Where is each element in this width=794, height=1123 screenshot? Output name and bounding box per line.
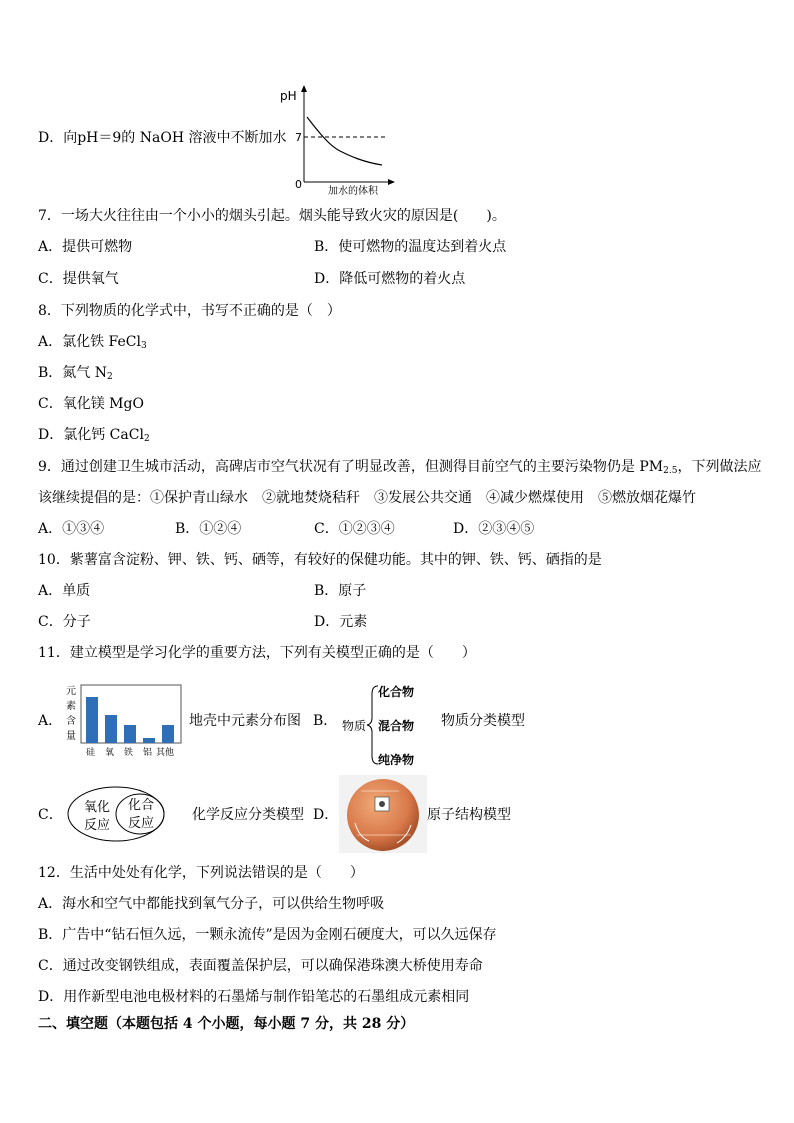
q10-option-c: C．分子 <box>38 614 91 630</box>
q11-option-d-caption: 原子结构模型 <box>427 807 511 823</box>
bar-iron <box>124 725 136 743</box>
chart-cat-iron: 铁 <box>124 748 134 758</box>
q11-option-a-label: A． <box>38 713 63 729</box>
q7-option-a: A．提供可燃物 <box>38 239 133 255</box>
graph-origin: 0 <box>295 178 302 191</box>
q12-option-d: D．用作新型电池电极材料的石墨烯与制作铅笔芯的石墨组成元素相同 <box>38 989 470 1005</box>
bar-aluminum <box>143 738 155 743</box>
section-2-heading: 二、填空题（本题包括 4 个小题，每小题 7 分，共 28 分） <box>38 1016 415 1032</box>
bar-silicon <box>86 697 98 743</box>
bar-oxygen <box>105 715 117 743</box>
q9-stem-sub: 2.5 <box>663 466 678 476</box>
q8-option-b-text: B．氮气 N <box>38 365 107 381</box>
q9-option-c: C．①②③④ <box>314 521 395 537</box>
q12-option-c: C．通过改变钢铁组成，表面覆盖保护层，可以确保港珠澳大桥使用寿命 <box>38 958 483 974</box>
graph-y-arrow <box>301 85 307 92</box>
q11-atom-model-image <box>339 775 427 853</box>
diagram-brace <box>367 686 378 764</box>
atom-nucleus <box>379 801 385 807</box>
chart-ylabel-2: 素 <box>66 701 76 712</box>
q11-reaction-venn <box>66 785 166 843</box>
q8-option-b <box>38 364 113 382</box>
q8-option-a <box>38 333 147 351</box>
q11-option-c-label: C． <box>38 807 63 823</box>
q6-ph-graph <box>278 84 398 200</box>
q9-stem-tail: ，下列做法应 <box>677 459 762 475</box>
chart-cat-others: 其他 <box>156 748 175 758</box>
q8-option-a-sub: 3 <box>140 341 147 351</box>
diagram-item-3: 纯净物 <box>378 753 415 767</box>
q10-option-b: B．原子 <box>314 583 367 599</box>
q8-option-d <box>38 426 150 444</box>
chart-ylabel-1: 元 <box>66 686 76 697</box>
q11-option-b-label: B． <box>313 713 338 729</box>
q9-line2: 该继续提倡的是：①保护青山绿水 ②就地焚烧秸秆 ③发展公共交通 ④减少燃煤使用 ⑤燃放烟花爆竹 <box>38 490 696 506</box>
graph-ph-curve <box>307 117 382 165</box>
chart-ylabel-3: 含 <box>66 716 76 727</box>
chart-cat-oxygen: 氧 <box>105 748 115 758</box>
graph-y-tick-7: 7 <box>295 131 302 144</box>
q6-option-d: D．向pH＝9的 NaOH 溶液中不断加水 <box>38 130 287 146</box>
q8-option-b-sub: 2 <box>107 372 113 382</box>
q11-option-c-caption: 化学反应分类模型 <box>192 807 304 823</box>
venn-left-2: 反应 <box>84 818 111 833</box>
q8-option-c: C．氧化镁 MgO <box>38 396 144 412</box>
q9-option-d: D．②③④⑤ <box>453 521 535 537</box>
q9-option-a: A．①③④ <box>38 521 105 537</box>
graph-y-label: pH <box>280 89 297 103</box>
graph-x-label: 加水的体积 <box>328 186 378 197</box>
q9-option-b: B．①②④ <box>175 521 242 537</box>
q10-option-a: A．单质 <box>38 583 91 599</box>
q12-option-a: A．海水和空气中都能找到氧气分子，可以供给生物呼吸 <box>38 896 385 912</box>
chart-cat-aluminum: 铝 <box>143 748 153 758</box>
diagram-item-1: 化合物 <box>378 685 415 699</box>
q7-option-b: B．使可燃物的温度达到着火点 <box>314 239 507 255</box>
q8-option-a-text: A．氯化铁 FeCl <box>38 334 141 350</box>
q12-stem: 12．生活中处处有化学，下列说法错误的是（ ） <box>38 865 364 881</box>
q12-option-b: B．广告中“钻石恒久远，一颗永流传”是因为金刚石硬度大，可以久远保存 <box>38 927 497 943</box>
q11-option-d-label: D． <box>313 807 339 823</box>
q11-stem: 11．建立模型是学习化学的重要方法，下列有关模型正确的是（ ） <box>38 645 476 661</box>
venn-right-1: 化合 <box>128 798 155 813</box>
q11-option-b-caption: 物质分类模型 <box>441 713 525 729</box>
bar-others <box>162 725 174 743</box>
q10-option-d: D．元素 <box>314 614 368 630</box>
chart-ylabel-4: 量 <box>66 731 76 742</box>
q9-stem-text: 9．通过创建卫生城市活动，高碑店市空气状况有了明显改善，但测得目前空气的主要污染物仍是 PM <box>38 459 664 475</box>
q11-classification-diagram <box>340 682 430 768</box>
q8-option-d-text: D．氯化钙 CaCl <box>38 427 144 443</box>
q8-stem: 8．下列物质的化学式中，书写不正确的是（ ） <box>38 303 341 319</box>
q7-option-d: D．降低可燃物的着火点 <box>314 271 466 287</box>
graph-x-arrow <box>388 179 395 185</box>
diagram-root: 物质 <box>342 719 367 733</box>
venn-right-2: 反应 <box>128 816 155 831</box>
atom-sphere <box>347 779 419 851</box>
diagram-item-2: 混合物 <box>378 719 415 733</box>
q10-stem: 10．紫薯富含淀粉、钾、铁、钙、硒等，有较好的保健功能。其中的钾、铁、钙、硒指的是 <box>38 552 602 568</box>
q8-option-d-sub: 2 <box>143 434 150 444</box>
q11-option-a-caption: 地壳中元素分布图 <box>189 713 301 729</box>
q11-element-bar-chart <box>64 683 184 759</box>
venn-left-1: 氧化 <box>84 800 111 815</box>
q9-stem <box>38 458 761 476</box>
chart-cat-silicon: 硅 <box>86 748 96 758</box>
q7-option-c: C．提供氧气 <box>38 271 119 287</box>
q7-stem: 7．一场大火往往由一个小小的烟头引起。烟头能导致火灾的原因是( )。 <box>38 208 506 224</box>
